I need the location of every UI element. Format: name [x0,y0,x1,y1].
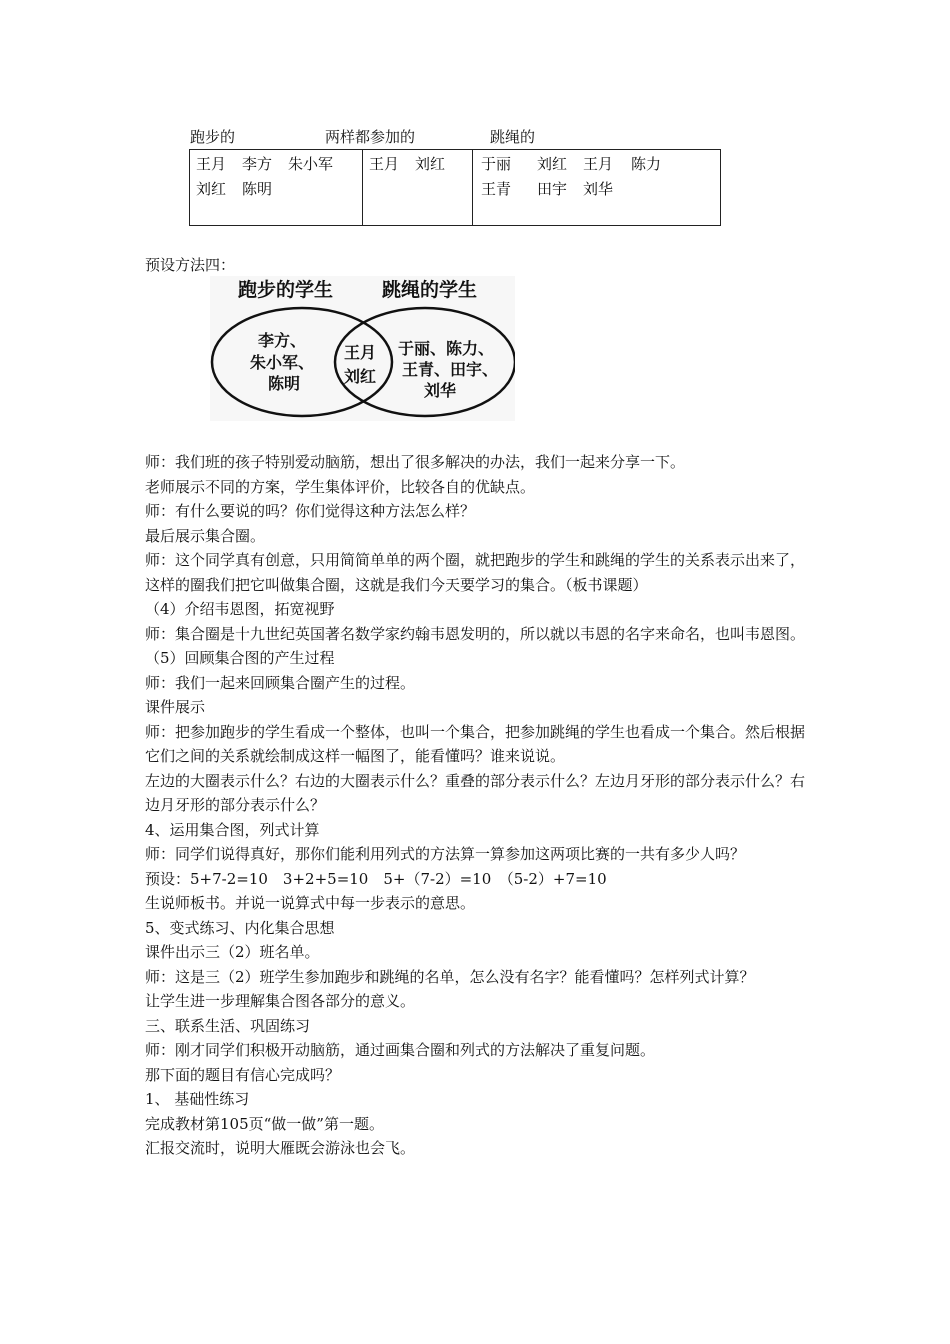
name: 王月 [196,155,227,173]
venn-left-title: 跑步的学生 [238,279,334,301]
venn-right-line: 王青、田宇、 [402,360,499,379]
paragraph: 师：集合圈是十九世纪英国著名数学家约翰韦恩发明的，所以就以韦恩的名字来命名，也叫韦恩图。 [145,624,806,643]
venn-center-line: 刘红 [344,367,377,386]
section-heading: （5）回顾集合图的产生过程 [145,649,335,667]
paragraph: 师：同学们说得真好，那你们能利用列式的方法算一算参加这两项比赛的一共有多少人吗？ [145,845,746,863]
paragraph: 师：有什么要说的吗？你们觉得这种方法怎么样？ [145,502,476,520]
header-running: 跑步的 [190,128,236,146]
name: 刘红 [415,155,446,173]
name: 陈明 [242,180,273,198]
paragraph: 预设：5+7-2=10 3+2+5=10 5+（7-2）=10 （5-2）+7=10 [145,869,607,888]
venn-right-title: 跳绳的学生 [382,279,478,301]
section-heading: （4）介绍韦恩图，拓宽视野 [145,600,335,618]
paragraph: 最后展示集合圈。 [145,526,266,545]
paragraph: 那下面的题目有信心完成吗？ [145,1065,341,1084]
name: 刘华 [583,180,614,198]
name: 李方 [242,155,273,173]
paragraph: 课件展示 [145,698,206,716]
paragraph: 老师展示不同的方案，学生集体评价，比较各自的优缺点。 [145,477,536,496]
name: 王月 [369,155,400,173]
name: 于丽 [481,155,512,173]
venn-right-line: 于丽、陈力、 [398,339,495,358]
header-both: 两样都参加的 [325,128,416,146]
venn-left-line: 朱小军、 [250,353,315,372]
paragraph: 师：这个同学真有创意，只用简简单单的两个圈，就把跑步的学生和跳绳的学生的关系表示出来了，这样的圈我们把它叫做集合圈，这就是我们今天要学习的集合。（板书课题） [145,551,806,594]
paragraph: 课件出示三（2）班名单。 [145,943,320,961]
paragraph: 生说师板书。并说一说算式中每一步表示的意思。 [145,894,476,912]
paragraph: 师：我们班的孩子特别爱动脑筋，想出了很多解决的办法，我们一起来分享一下。 [145,453,686,471]
paragraph: 师：我们一起来回顾集合圈产生的过程。 [145,673,416,692]
paragraph: 师：刚才同学们积极开动脑筋，通过画集合圈和列式的方法解决了重复问题。 [145,1041,656,1059]
name: 王青 [481,180,512,198]
rope-cell [473,150,721,226]
paragraph: 让学生进一步理解集合图各部分的意义。 [145,992,416,1010]
venn-diagram [210,276,515,421]
both-cell [363,150,473,226]
paragraph: 师：这是三（2）班学生参加跑步和跳绳的名单，怎么没有名字？能看懂吗？怎样列式计算？ [145,967,755,986]
name: 朱小军 [288,155,334,173]
name: 王月 [583,155,614,173]
section-heading: 4、运用集合图，列式计算 [145,820,320,839]
section-heading: 三、联系生活、巩固练习 [145,1016,311,1035]
name: 刘红 [196,180,227,198]
name: 刘红 [537,155,568,173]
venn-left-line: 李方、 [258,331,307,350]
method-four-label: 预设方法四： [145,256,236,274]
paragraph: 完成教材第105页“做一做”第一题。 [145,1114,384,1133]
venn-left-line: 陈明 [268,374,301,393]
paragraph: 左边的大圈表示什么？右边的大圈表示什么？重叠的部分表示什么？左边月牙形的部分表示什么？右边月牙形的部分表示什么？ [145,771,806,814]
table-headers [190,126,730,148]
section-heading: 5、变式练习、内化集合思想 [145,918,335,937]
lesson-body [145,450,810,1161]
paragraph: 师：把参加跑步的学生看成一个整体，也叫一个集合，把参加跳绳的学生也看成一个集合。然后根据它们之间的关系就绘制成这样一幅图了，能看懂吗？谁来说说。 [145,722,806,765]
roster-table [189,149,721,226]
name: 陈力 [631,155,662,173]
name: 田宇 [537,180,568,198]
running-cell [190,150,363,226]
venn-right-line: 刘华 [424,381,457,400]
section-heading: 1、 基础性练习 [145,1090,250,1108]
paragraph: 汇报交流时，说明大雁既会游泳也会飞。 [145,1139,416,1157]
header-rope: 跳绳的 [490,128,536,146]
venn-center-line: 王月 [344,343,377,362]
